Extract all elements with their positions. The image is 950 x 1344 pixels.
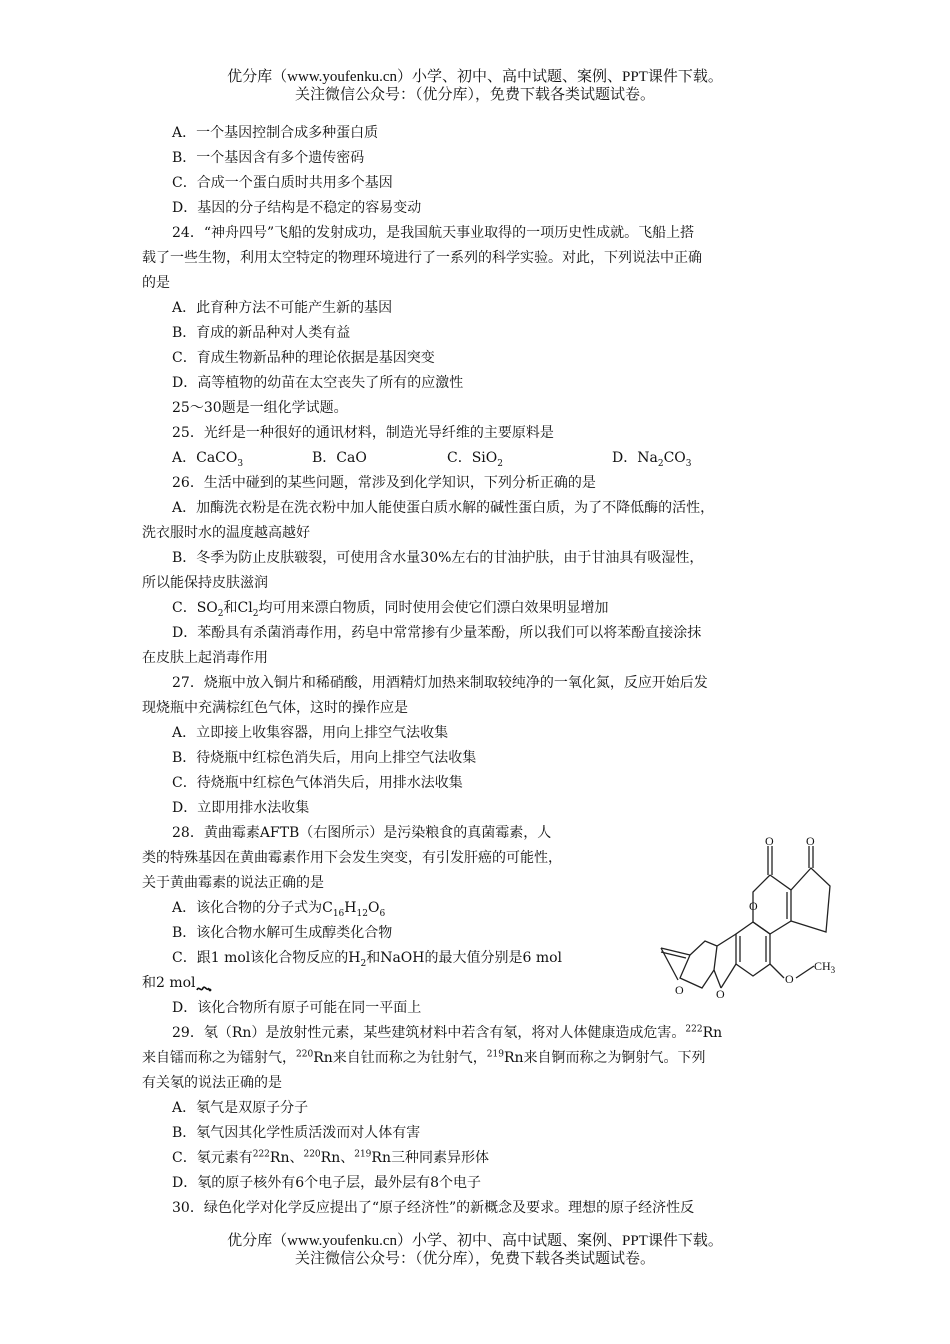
- chem-section-intro: 25～30题是一组化学试题。: [172, 400, 348, 416]
- q28-option-c-2: 和2 mol: [142, 971, 822, 996]
- q30-stem-1: 30．绿色化学对化学反应提出了“原子经济性”的新概念及要求。理想的原子经济性反: [172, 1200, 695, 1216]
- q28-stem-3: 关于黄曲霉素的说法正确的是: [142, 875, 324, 891]
- q26-option-b-1: B．冬季为防止皮肤皲裂，可使用含水量30%左右的甘油护肤，由于甘油具有吸湿性，: [172, 550, 704, 566]
- page-footer: [0, 1232, 950, 1268]
- q26-option-b-2: 所以能保持皮肤滋润: [142, 575, 268, 591]
- q24-option-a: A．此育种方法不可能产生新的基因: [172, 300, 393, 316]
- q28-option-c-1: C．跟1 mol该化合物反应的$H_2$和NaOH的最大值分别是6 mol: [172, 950, 563, 969]
- q29-stem-3: 有关氡的说法正确的是: [142, 1075, 282, 1091]
- cyclopentenone-ring: [791, 868, 830, 932]
- q23-option-a: A．一个基因控制合成多种蛋白质: [172, 125, 379, 141]
- q27-stem-1: 27．烧瓶中放入铜片和稀硝酸，用酒精灯加热来制取较纯净的一氧化氮，反应开始后发: [172, 675, 708, 691]
- oxygen-label-6: O: [675, 983, 684, 997]
- q25-option-c: C．SiO$_2$: [447, 450, 503, 469]
- q27-option-b: B．待烧瓶中红棕色消失后，用向上排空气法收集: [172, 750, 477, 766]
- q25-stem: 25．光纤是一种很好的通讯材料，制造光导纤维的主要原料是: [172, 425, 554, 441]
- q28-option-d: D．该化合物所有原子可能在同一平面上: [172, 1000, 422, 1016]
- oxygen-label-4: O: [785, 972, 794, 986]
- q24-option-b: B．育成的新品种对人类有益: [172, 325, 351, 341]
- oxygen-label-5: O: [716, 987, 725, 1001]
- header-line-1: 优分库（www.youfenku.cn）小学、初中、高中试题、案例、PPT课件下载。: [227, 69, 723, 85]
- q29-option-d: D．氡的原子核外有6个电子层，最外层有8个电子: [172, 1175, 482, 1191]
- q23-option-c: C．合成一个蛋白质时共用多个基因: [172, 175, 393, 191]
- q27-option-d: D．立即用排水法收集: [172, 800, 310, 816]
- q29-option-b: B．氡气因其化学性质活泼而对人体有害: [172, 1125, 421, 1141]
- q27-stem-2: 现烧瓶中充满棕红色气体，这时的操作应是: [142, 700, 408, 716]
- furan-rings: [680, 934, 736, 988]
- q25-option-d: D．$Na_2CO_3$: [612, 450, 692, 469]
- benzene-ring: [736, 922, 770, 976]
- lactone-ring: [753, 875, 791, 934]
- oxygen-label-1: O: [765, 834, 774, 848]
- footer-line-1: 优分库（www.youfenku.cn）小学、初中、高中试题、案例、PPT课件下载。: [227, 1233, 723, 1249]
- footer-line-2: 关注微信公众号：（优分库），免费下载各类试题试卷。: [294, 1251, 655, 1267]
- question-content: [142, 121, 822, 1221]
- q26-option-a-1: A．加酶洗衣粉是在洗衣粉中加人能使蛋白质水解的碱性蛋白质，为了不降低酶的活性，: [172, 500, 715, 516]
- page-header: [0, 68, 950, 104]
- header-line-2: 关注微信公众号：（优分库），免费下载各类试题试卷。: [294, 87, 655, 103]
- q29-option-c: C．氡元素有$^{222}$Rn、$^{220}$Rn、$^{219}$Rn三种同素异形体: [172, 1149, 489, 1166]
- q29-option-a: A．氡气是双原子分子: [172, 1100, 309, 1116]
- q26-option-d-2: 在皮肤上起消毒作用: [142, 650, 268, 666]
- q24-stem-1: 24．“神舟四号”飞船的发射成功，是我国航天事业取得的一项历史性成就。飞船上搭: [172, 225, 695, 241]
- q26-option-d-1: D．苯酚具有杀菌消毒作用，药皂中常常掺有少量苯酚，所以我们可以将苯酚直接涂抹: [172, 625, 702, 641]
- q28-option-a: A．该化合物的分子式为$C_{16}H_{12}O_6$: [172, 900, 386, 919]
- q25-option-b: B．CaO: [312, 450, 367, 466]
- q29-stem-1: 29．氡（Rn）是放射性元素，某些建筑材料中若含有氡，将对人体健康造成危害。$^{222}$Rn: [172, 1024, 723, 1041]
- q28-option-b: B．该化合物水解可生成醇类化合物: [172, 925, 393, 941]
- q28-stem-1: 28．黄曲霉素AFTB（右图所示）是污染粮食的真菌霉素，人: [172, 825, 552, 841]
- q24-option-c: C．育成生物新品种的理论依据是基因突变: [172, 350, 435, 366]
- q28-stem-2: 类的特殊基因在黄曲霉素作用下会发生突变，有引发肝癌的可能性，: [142, 850, 562, 866]
- q24-stem-2: 载了一些生物，利用太空特定的物理环境进行了一系列的科学实验。对此，下列说法中正确: [142, 250, 702, 266]
- q26-option-c: C．$SO_2$和$Cl_2$均可用来漂白物质，同时使用会使它们漂白效果明显增加: [172, 600, 609, 619]
- q25-option-a: A．CaCO$_3$: [172, 450, 244, 469]
- q24-stem-3: 的是: [142, 275, 170, 291]
- squiggle-mark-icon: [196, 978, 212, 988]
- oxygen-label-3: O: [749, 899, 758, 913]
- q29-stem-2: 来自镭而称之为镭射气，$^{220}$Rn来自钍而称之为钍射气，$^{219}$Rn来自锕而称之为锕射气。下列: [142, 1049, 706, 1066]
- q27-option-a: A．立即接上收集容器，用向上排空气法收集: [172, 725, 449, 741]
- q23-option-b: B．一个基因含有多个遗传密码: [172, 150, 365, 166]
- q27-option-c: C．待烧瓶中红棕色气体消失后，用排水法收集: [172, 775, 463, 791]
- q26-stem: 26．生活中碰到的某些问题，常涉及到化学知识，下列分析正确的是: [172, 475, 596, 491]
- methyl-label: $CH_3$: [814, 959, 836, 975]
- q26-option-a-2: 洗衣服时水的温度越高越好: [142, 525, 310, 541]
- aflatoxin-structure-diagram: [650, 828, 840, 1006]
- q25-options: [142, 446, 822, 471]
- oxygen-label-2: O: [806, 834, 815, 848]
- q23-option-d: D．基因的分子结构是不稳定的容易变动: [172, 200, 422, 216]
- q24-option-d: D．高等植物的幼苗在太空丧失了所有的应激性: [172, 375, 464, 391]
- methoxy-bond: [770, 964, 784, 978]
